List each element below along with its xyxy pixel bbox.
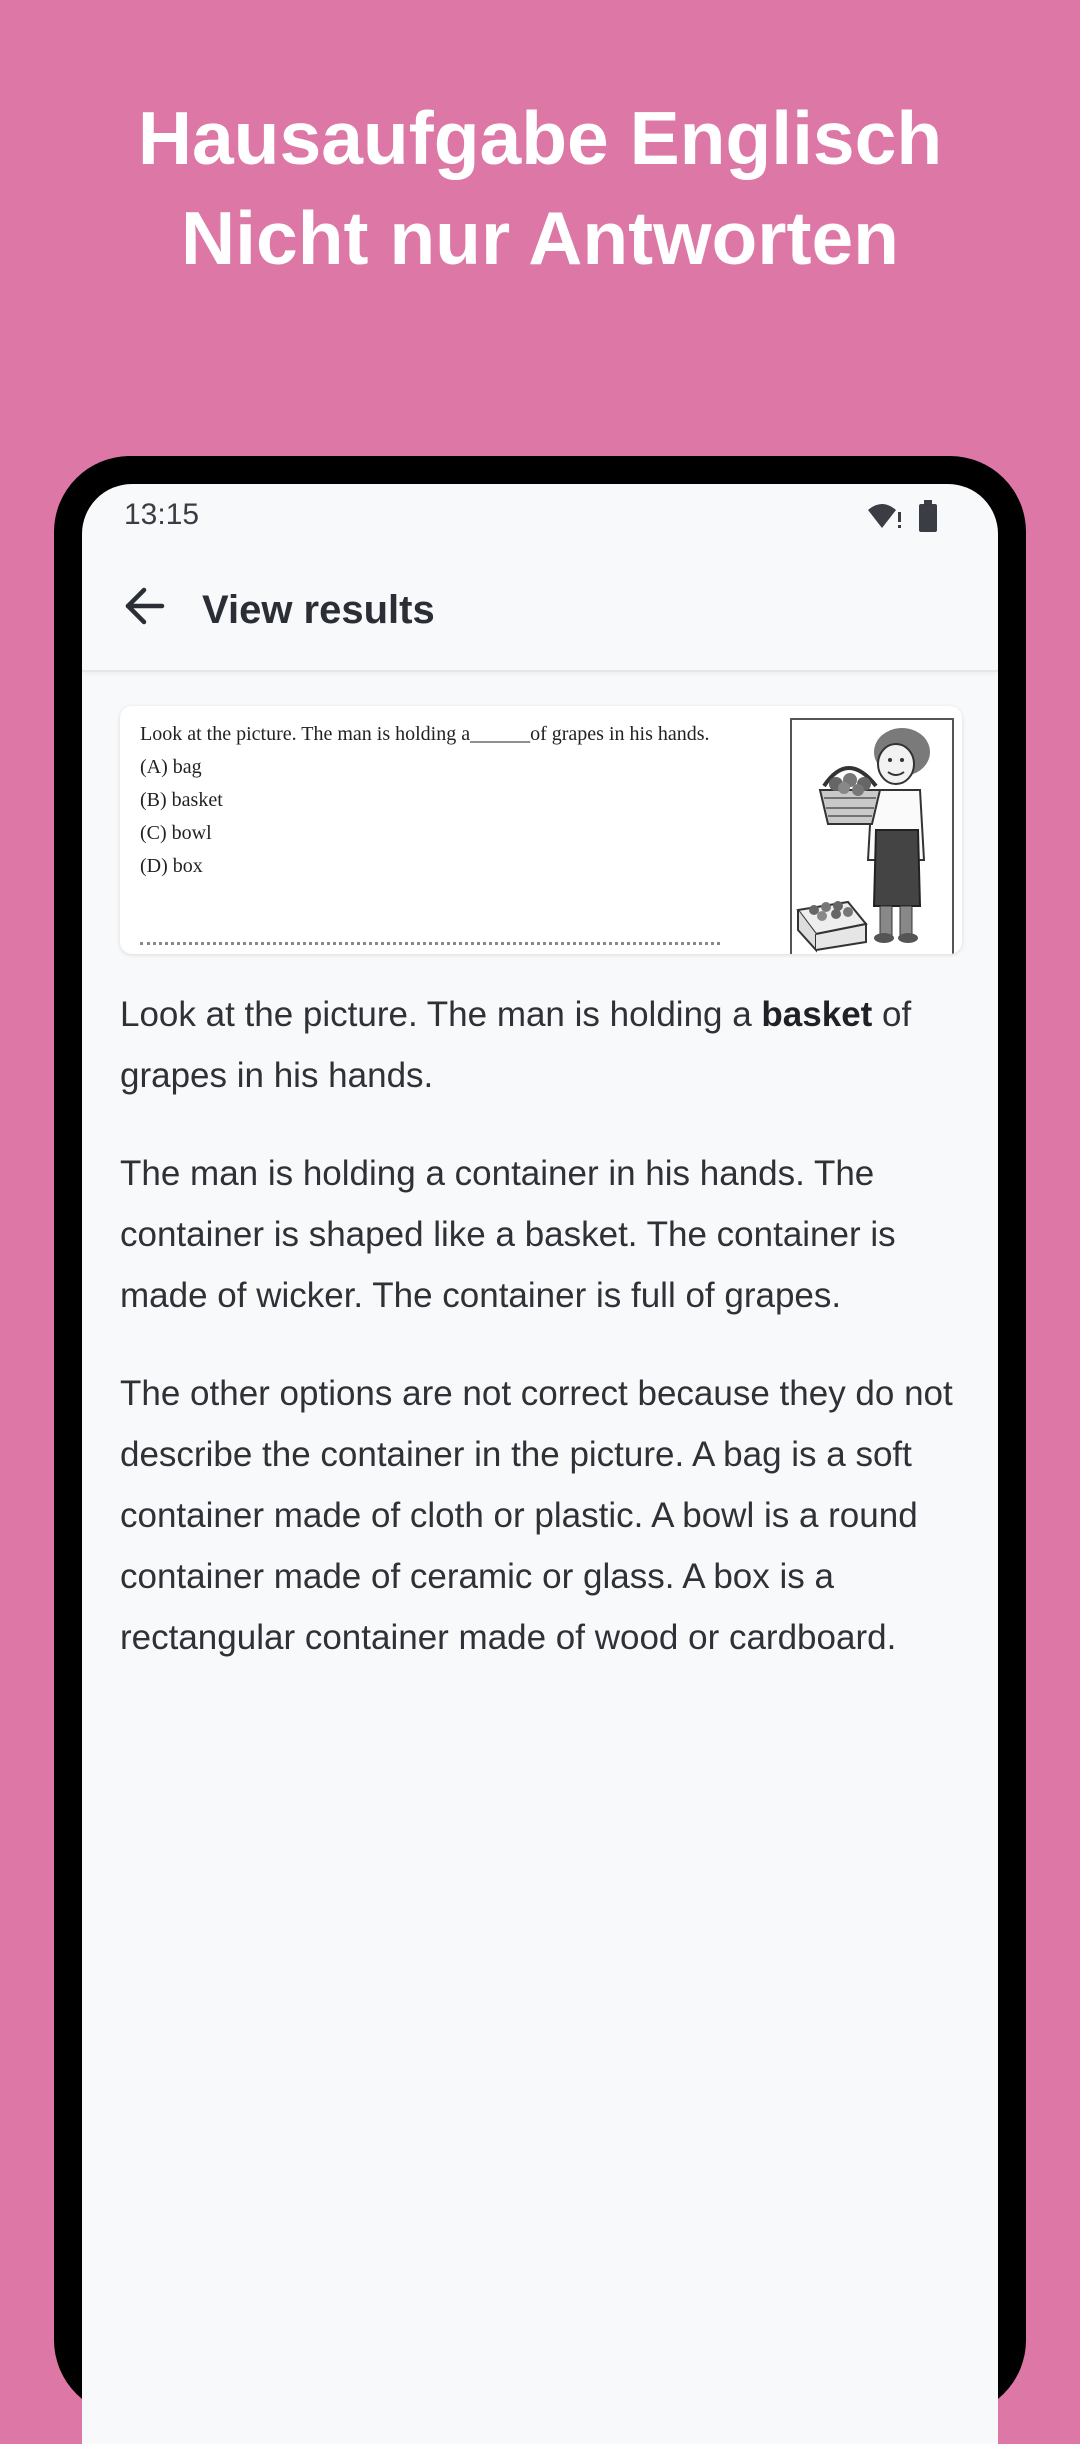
answer-word: basket bbox=[761, 995, 873, 1034]
status-time: 13:15 bbox=[124, 498, 200, 531]
question-prompt bbox=[140, 718, 800, 751]
promo-line-1: Hausaufgabe Englisch bbox=[137, 96, 943, 180]
back-button[interactable] bbox=[112, 576, 176, 640]
answer-sentence-end: of grapes in his hands. bbox=[120, 995, 912, 1095]
answer-sentence bbox=[120, 984, 962, 1106]
status-icons bbox=[866, 500, 938, 532]
prompt-end: of grapes in his hands. bbox=[530, 723, 710, 745]
option-d: (D) box bbox=[140, 855, 203, 877]
page-title: View results bbox=[202, 588, 435, 632]
explanation-paragraph-1: The man is holding a container in his hands. The container is shaped like a basket. The container is made of wicker. The container is full of grapes. bbox=[120, 1154, 896, 1315]
arrow-left-icon bbox=[122, 586, 166, 631]
wifi-alert-icon bbox=[866, 500, 904, 532]
phone-screen bbox=[82, 484, 998, 2444]
phone-frame bbox=[54, 456, 1026, 2416]
prompt-start: Look at the picture. The man is holding a bbox=[140, 723, 471, 745]
promo-line-2: Nicht nur Antworten bbox=[181, 196, 899, 280]
answer-content bbox=[120, 984, 962, 1705]
option-a: (A) bag bbox=[140, 756, 202, 778]
status-bar bbox=[82, 484, 998, 552]
man-with-basket-illustration bbox=[790, 718, 954, 954]
question-image[interactable] bbox=[120, 706, 962, 954]
app-bar bbox=[82, 552, 998, 672]
promo-headline bbox=[0, 88, 1080, 288]
answer-sentence-start: Look at the picture. The man is holding a bbox=[120, 995, 762, 1034]
explanation-paragraph-2: The other options are not correct because they do not describe the container in the picture. A bag is a soft container made of cloth or plastic. A bowl is a round container made of ceramic or glass. A box is a rectangular container made of wood or cardboard. bbox=[120, 1374, 953, 1657]
prompt-blank: ______ bbox=[470, 723, 531, 745]
cut-off-text-line bbox=[140, 942, 720, 953]
battery-icon bbox=[918, 500, 938, 532]
option-c: (C) bowl bbox=[140, 822, 212, 844]
option-b: (B) basket bbox=[140, 789, 223, 811]
question-text bbox=[140, 718, 800, 883]
